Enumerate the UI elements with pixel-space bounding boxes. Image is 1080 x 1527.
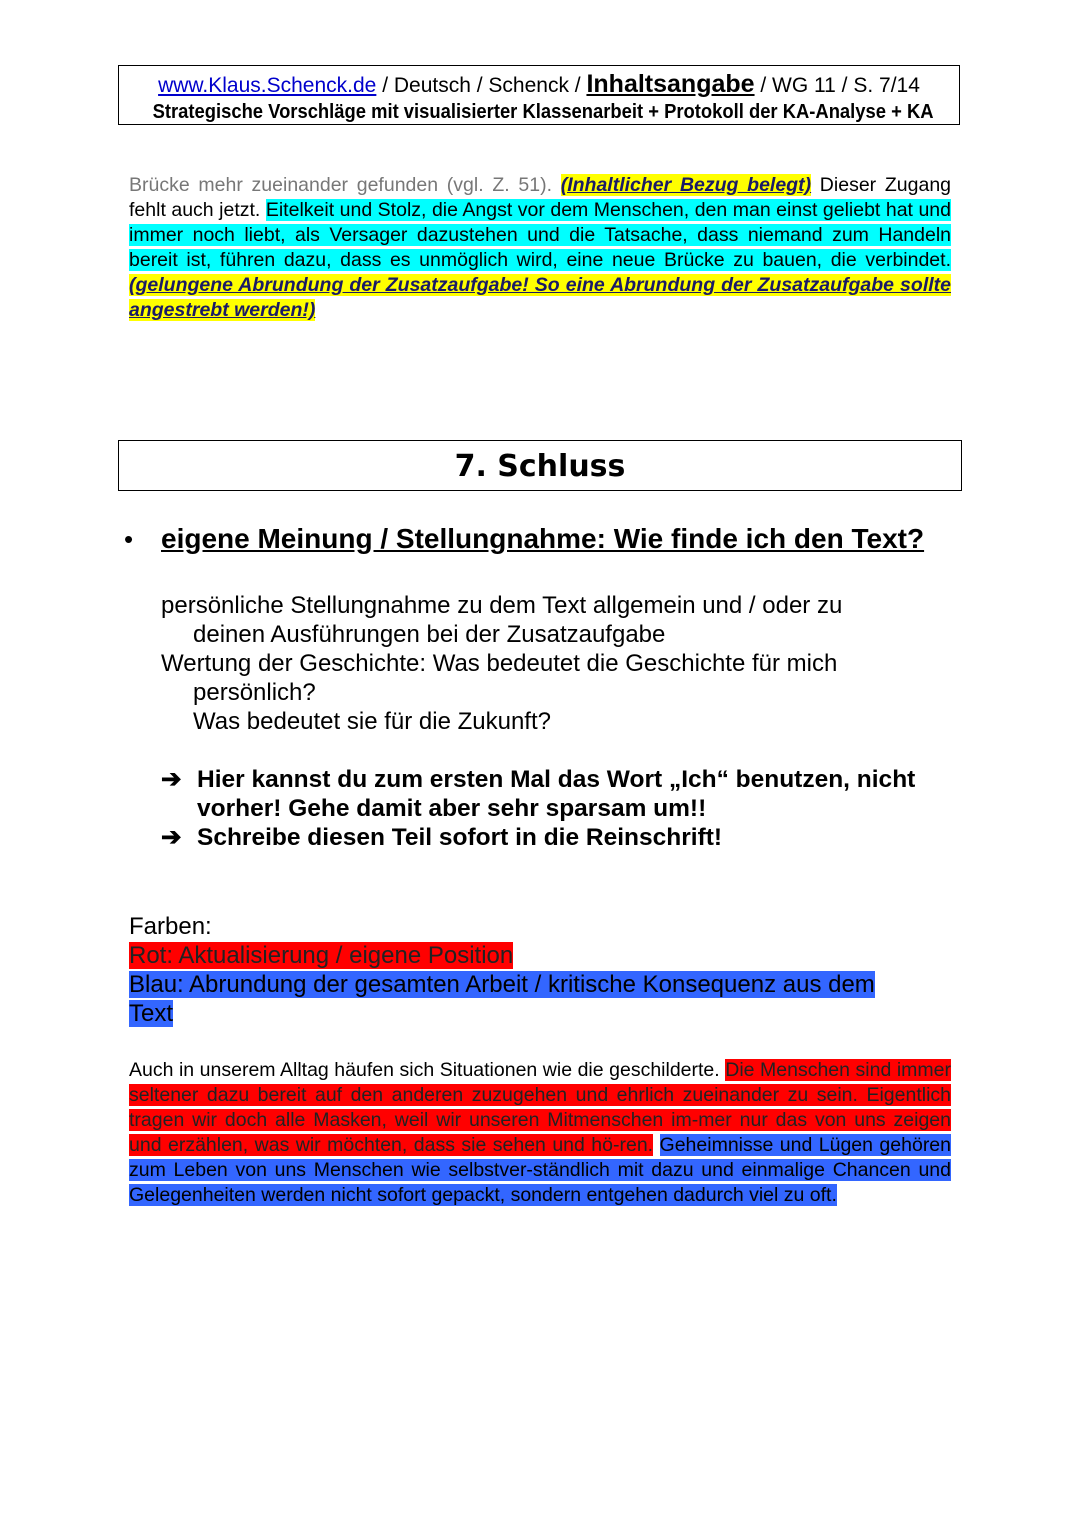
legend-blue: Blau: Abrundung der gesamten Arbeit / kritische Konsequenz aus dem Text <box>129 971 875 1027</box>
legend-red: Rot: Aktualisierung / eigene Position <box>129 942 514 969</box>
header-path: / Deutsch / Schenck / <box>376 74 587 97</box>
arrow-right-icon: ➔ <box>161 766 182 793</box>
bullet-line: persönlich? <box>193 679 316 706</box>
header-line <box>119 71 959 99</box>
arrow-item <box>161 823 961 852</box>
document-header <box>118 65 960 125</box>
arrow-text: Schreibe diesen Teil sofort in die Reinschrift! <box>197 824 723 851</box>
bullet-line: Was bedeutet sie für die Zukunft? <box>193 708 551 735</box>
paragraph-zusatzaufgabe <box>129 173 951 323</box>
bullet-heading: eigene Meinung / Stellungnahme: Wie finde ich den Text? <box>161 523 925 554</box>
paragraph-schluss <box>129 1058 951 1208</box>
arrow-item <box>161 765 961 823</box>
header-topic: Inhaltsangabe <box>586 70 755 98</box>
arrow-list <box>161 765 961 852</box>
plain-text: Dieser Zugang fehlt auch jetzt. <box>129 174 952 221</box>
bullet-line: Wertung der Geschichte: Was bedeutet die Geschichte für mich <box>161 650 838 677</box>
legend-label: Farben: <box>129 913 212 940</box>
cyan-highlight: Eitelkeit und Stolz, die Angst vor dem Menschen, den man einst geliebt hat und immer noch liebt, als Versager dazustehen und die Tatsache, dass niemand zum Handeln bereit ist, führen dazu, dass es unmöglich wird, eine neue Brücke zu bauen, die verbindet. <box>129 199 951 271</box>
bullet-icon: • <box>124 524 134 554</box>
yellow-comment: (Inhaltlicher Bezug belegt) <box>560 174 812 196</box>
arrow-right-icon: ➔ <box>161 824 182 851</box>
yellow-comment-2: (gelungene Abrundung der Zusatzaufgabe! So eine Abrundung der Zusatzaufgabe sollte angestrebt werden!) <box>129 274 951 321</box>
header-subtitle: Strategische Vorschläge mit visualisierter Klassenarbeit + Protokoll der KA-Analyse + KA <box>152 101 934 123</box>
section-title: 7. Schluss <box>118 440 962 491</box>
arrow-text: Hier kannst du zum ersten Mal das Wort „Ich“ benutzen, nicht vorher! Gehe damit aber sehr sparsam um!! <box>197 766 916 822</box>
color-legend <box>129 912 921 1028</box>
header-page: / WG 11 / S. 7/14 <box>754 74 920 97</box>
website-link[interactable]: www.Klaus.Schenck.de <box>158 74 377 97</box>
bullet-line: deinen Ausführungen bei der Zusatzaufgabe <box>193 621 666 648</box>
gray-text: Brücke mehr zueinander gefunden (vgl. Z. 51). <box>129 174 552 196</box>
red-highlight: Die Menschen sind immer seltener dazu bereit auf den anderen zuzugehen und ehrlich zueinander zu sein. Eigentlich tragen wir doch alle Masken, weil wir unseren Mitmenschen im-mer nur das von uns zeigen und erzählen, was wir möchten, dass sie sehen und hö-ren. <box>129 1059 951 1156</box>
blue-highlight: Geheimnisse und Lügen gehören zum Leben von uns Menschen wie selbstver-ständlich mit dazu und einmalige Chancen und Gelegenheiten werden nicht sofort gepackt, sondern entgehen dadurch viel zu oft. <box>129 1134 951 1206</box>
plain-text: Auch in unserem Alltag häufen sich Situationen wie die geschilderte. <box>129 1059 726 1081</box>
bullet-line: persönliche Stellungnahme zu dem Text allgemein und / oder zu <box>161 592 843 619</box>
